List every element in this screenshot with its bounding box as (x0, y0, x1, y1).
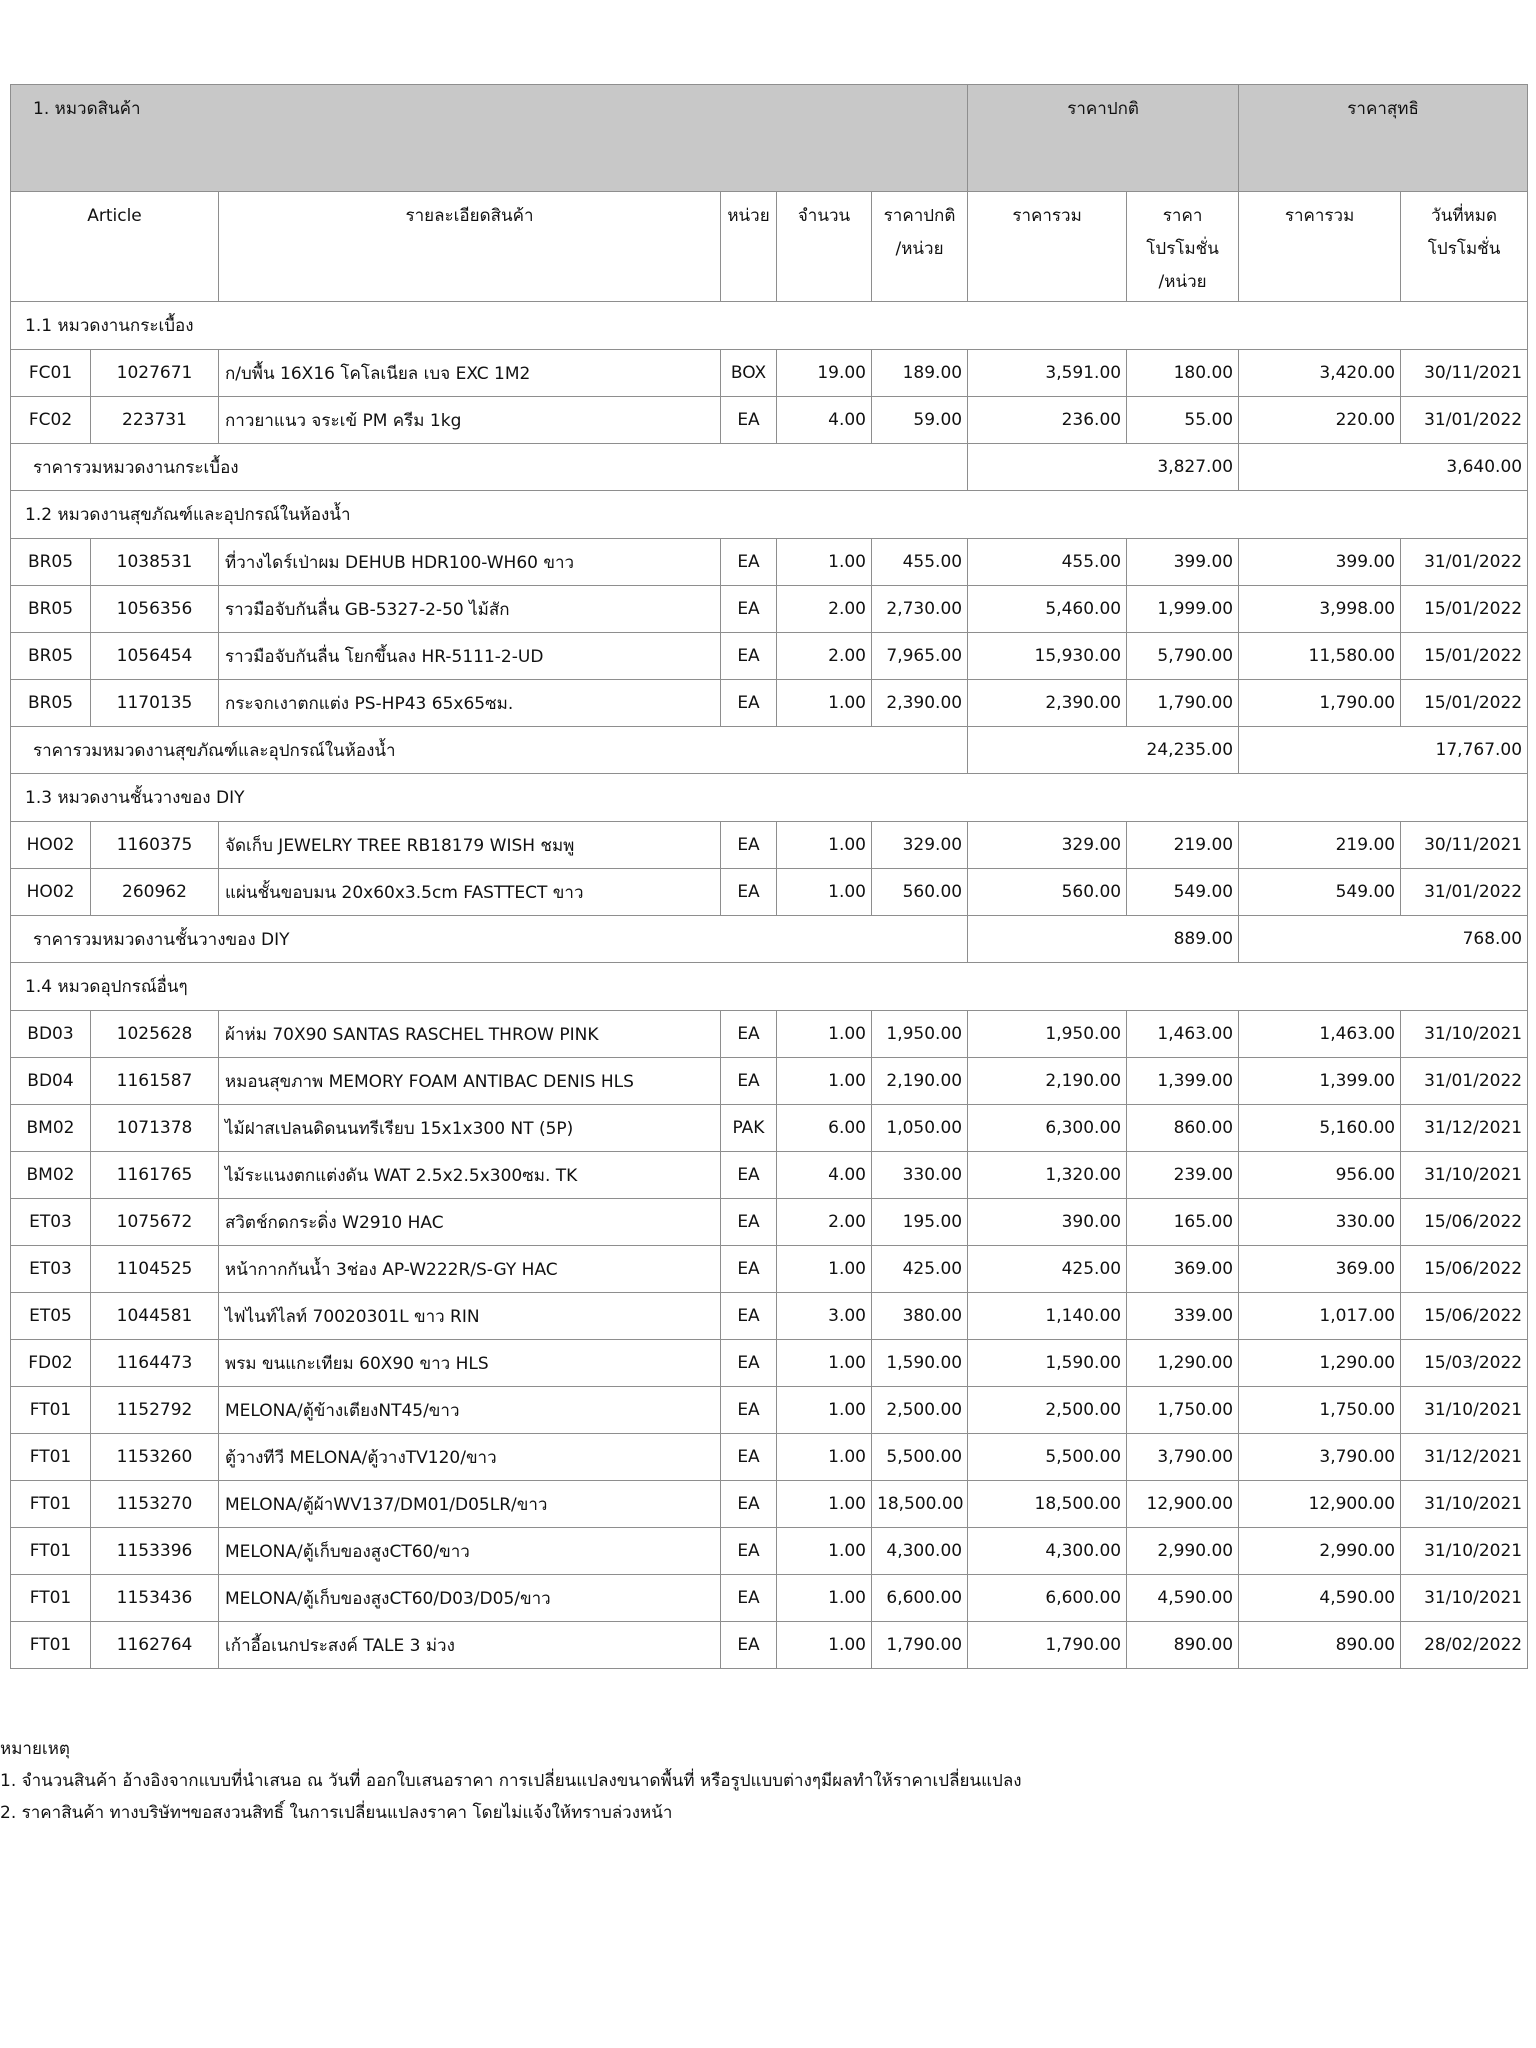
item-qty: 1.00 (777, 1058, 872, 1105)
table-row (11, 822, 1528, 869)
item-regular-total: 18,500.00 (968, 1481, 1127, 1528)
item-promo-end-date: 31/01/2022 (1401, 397, 1528, 444)
item-promo-price: 239.00 (1127, 1152, 1239, 1199)
item-regular-total: 6,600.00 (968, 1575, 1127, 1622)
section-row (11, 774, 1528, 822)
item-unit: EA (721, 680, 777, 727)
item-regular-total: 2,390.00 (968, 680, 1127, 727)
item-regular-total: 4,300.00 (968, 1528, 1127, 1575)
item-regular-total: 390.00 (968, 1199, 1127, 1246)
item-prefix: FT01 (11, 1528, 91, 1575)
item-promo-total: 549.00 (1239, 869, 1401, 916)
item-regular-price: 380.00 (872, 1293, 968, 1340)
col-regular-total: ราคารวม (968, 192, 1127, 302)
item-promo-price: 5,790.00 (1127, 633, 1239, 680)
item-qty: 2.00 (777, 586, 872, 633)
item-unit: EA (721, 1622, 777, 1669)
item-article: 1170135 (91, 680, 219, 727)
item-regular-price: 330.00 (872, 1152, 968, 1199)
item-article: 1038531 (91, 539, 219, 586)
item-qty: 4.00 (777, 397, 872, 444)
table-row (11, 1528, 1528, 1575)
item-unit: EA (721, 1011, 777, 1058)
item-promo-price: 1,290.00 (1127, 1340, 1239, 1387)
item-promo-price: 1,399.00 (1127, 1058, 1239, 1105)
item-qty: 1.00 (777, 1528, 872, 1575)
subtotal-row (11, 727, 1528, 774)
item-unit: EA (721, 1293, 777, 1340)
table-row (11, 1011, 1528, 1058)
item-promo-total: 219.00 (1239, 822, 1401, 869)
item-promo-end-date: 31/10/2021 (1401, 1528, 1528, 1575)
item-promo-end-date: 15/01/2022 (1401, 680, 1528, 727)
table-row (11, 1387, 1528, 1434)
item-regular-total: 1,140.00 (968, 1293, 1127, 1340)
item-unit: EA (721, 822, 777, 869)
item-promo-end-date: 31/10/2021 (1401, 1152, 1528, 1199)
table-row (11, 1340, 1528, 1387)
item-promo-price: 1,463.00 (1127, 1011, 1239, 1058)
item-promo-total: 1,750.00 (1239, 1387, 1401, 1434)
col-regular-price-line1: ราคาปกติ (883, 206, 956, 226)
item-prefix: FT01 (11, 1622, 91, 1669)
item-prefix: FT01 (11, 1575, 91, 1622)
item-promo-end-date: 30/11/2021 (1401, 822, 1528, 869)
item-unit: EA (721, 1528, 777, 1575)
table-row (11, 1293, 1528, 1340)
item-prefix: HO02 (11, 869, 91, 916)
item-unit: EA (721, 1575, 777, 1622)
column-header-row (11, 192, 1528, 302)
item-description: จัดเก็บ JEWELRY TREE RB18179 WISH ชมพู (219, 822, 721, 869)
item-qty: 1.00 (777, 1622, 872, 1669)
item-article: 1056356 (91, 586, 219, 633)
item-article: 223731 (91, 397, 219, 444)
item-unit: EA (721, 1434, 777, 1481)
item-regular-total: 236.00 (968, 397, 1127, 444)
item-qty: 2.00 (777, 1199, 872, 1246)
item-article: 260962 (91, 869, 219, 916)
item-article: 1025628 (91, 1011, 219, 1058)
item-article: 1056454 (91, 633, 219, 680)
col-qty: จำนวน (777, 192, 872, 302)
item-qty: 6.00 (777, 1105, 872, 1152)
item-promo-total: 220.00 (1239, 397, 1401, 444)
item-promo-total: 3,998.00 (1239, 586, 1401, 633)
item-unit: EA (721, 1152, 777, 1199)
subtotal-row (11, 916, 1528, 963)
item-regular-total: 1,950.00 (968, 1011, 1127, 1058)
item-regular-price: 1,790.00 (872, 1622, 968, 1669)
item-description: พรม ขนแกะเทียม 60X90 ขาว HLS (219, 1340, 721, 1387)
item-article: 1153260 (91, 1434, 219, 1481)
item-unit: EA (721, 1387, 777, 1434)
item-description: ราวมือจับกันลื่น GB-5327-2-50 ไม้สัก (219, 586, 721, 633)
item-description: MELONA/ตู้เก็บของสูงCT60/ขาว (219, 1528, 721, 1575)
item-qty: 1.00 (777, 1481, 872, 1528)
item-promo-end-date: 28/02/2022 (1401, 1622, 1528, 1669)
subtotal-regular: 24,235.00 (968, 727, 1239, 774)
item-regular-price: 7,965.00 (872, 633, 968, 680)
item-promo-price: 165.00 (1127, 1199, 1239, 1246)
item-prefix: BR05 (11, 539, 91, 586)
item-regular-price: 2,500.00 (872, 1387, 968, 1434)
item-promo-total: 1,463.00 (1239, 1011, 1401, 1058)
item-qty: 1.00 (777, 1340, 872, 1387)
item-regular-price: 1,950.00 (872, 1011, 968, 1058)
item-article: 1161765 (91, 1152, 219, 1199)
table-row (11, 1246, 1528, 1293)
item-prefix: ET03 (11, 1199, 91, 1246)
item-regular-price: 2,190.00 (872, 1058, 968, 1105)
item-promo-end-date: 31/10/2021 (1401, 1575, 1528, 1622)
table-row (11, 1152, 1528, 1199)
subtotal-net: 768.00 (1239, 916, 1528, 963)
table-row (11, 539, 1528, 586)
item-promo-end-date: 31/10/2021 (1401, 1387, 1528, 1434)
item-description: ไม้ระแนงตกแต่งดัน WAT 2.5x2.5x300ซม. TK (219, 1152, 721, 1199)
subtotal-net: 17,767.00 (1239, 727, 1528, 774)
item-promo-price: 549.00 (1127, 869, 1239, 916)
item-regular-total: 1,590.00 (968, 1340, 1127, 1387)
item-unit: PAK (721, 1105, 777, 1152)
item-promo-price: 399.00 (1127, 539, 1239, 586)
item-prefix: HO02 (11, 822, 91, 869)
item-article: 1160375 (91, 822, 219, 869)
item-promo-price: 1,750.00 (1127, 1387, 1239, 1434)
table-row (11, 350, 1528, 397)
section-title: 1.4 หมวดอุปกรณ์อื่นๆ (11, 963, 1528, 1011)
item-promo-price: 369.00 (1127, 1246, 1239, 1293)
item-promo-total: 4,590.00 (1239, 1575, 1401, 1622)
item-promo-total: 1,790.00 (1239, 680, 1401, 727)
item-regular-price: 189.00 (872, 350, 968, 397)
category-title: 1. หมวดสินค้า (11, 85, 968, 192)
item-description: ไม้ฝาสเปลนดิดนนทรีเรียบ 15x1x300 NT (5P) (219, 1105, 721, 1152)
section-row (11, 302, 1528, 350)
item-qty: 2.00 (777, 633, 872, 680)
item-promo-end-date: 31/01/2022 (1401, 869, 1528, 916)
item-promo-total: 956.00 (1239, 1152, 1401, 1199)
item-description: เก้าอี้อเนกประสงค์ TALE 3 ม่วง (219, 1622, 721, 1669)
section-title: 1.1 หมวดงานกระเบื้อง (11, 302, 1528, 350)
item-unit: EA (721, 397, 777, 444)
item-description: ผ้าห่ม 70X90 SANTAS RASCHEL THROW PINK (219, 1011, 721, 1058)
item-regular-total: 455.00 (968, 539, 1127, 586)
item-promo-end-date: 15/03/2022 (1401, 1340, 1528, 1387)
item-article: 1075672 (91, 1199, 219, 1246)
item-promo-price: 219.00 (1127, 822, 1239, 869)
item-regular-price: 1,050.00 (872, 1105, 968, 1152)
item-promo-price: 1,999.00 (1127, 586, 1239, 633)
item-promo-end-date: 15/06/2022 (1401, 1293, 1528, 1340)
item-article: 1153436 (91, 1575, 219, 1622)
item-regular-price: 195.00 (872, 1199, 968, 1246)
item-article: 1153396 (91, 1528, 219, 1575)
item-prefix: BR05 (11, 680, 91, 727)
item-unit: EA (721, 586, 777, 633)
item-unit: EA (721, 539, 777, 586)
table-row (11, 1105, 1528, 1152)
item-promo-total: 3,790.00 (1239, 1434, 1401, 1481)
item-regular-price: 18,500.00 (872, 1481, 968, 1528)
item-promo-total: 1,017.00 (1239, 1293, 1401, 1340)
item-promo-price: 339.00 (1127, 1293, 1239, 1340)
col-promo-price-line2: โปรโมชั่น (1146, 239, 1219, 259)
table-row (11, 397, 1528, 444)
item-promo-end-date: 31/01/2022 (1401, 1058, 1528, 1105)
item-description: สวิตช์กดกระดิ่ง W2910 HAC (219, 1199, 721, 1246)
item-prefix: FC01 (11, 350, 91, 397)
item-promo-price: 860.00 (1127, 1105, 1239, 1152)
header-group-row (11, 85, 1528, 192)
subtotal-regular: 889.00 (968, 916, 1239, 963)
item-promo-total: 890.00 (1239, 1622, 1401, 1669)
item-description: MELONA/ตู้ข้างเตียงNT45/ขาว (219, 1387, 721, 1434)
section-row (11, 963, 1528, 1011)
col-regular-price (872, 192, 968, 302)
item-qty: 1.00 (777, 869, 872, 916)
item-description: ราวมือจับกันลื่น โยกขึ้นลง HR-5111-2-UD (219, 633, 721, 680)
note-line: 2. ราคาสินค้า ทางบริษัทฯขอสงวนสิทธิ์ ในการเปลี่ยนแปลงราคา โดยไม่แจ้งให้ทราบล่วงหน้า (0, 1803, 673, 1823)
item-promo-price: 890.00 (1127, 1622, 1239, 1669)
item-unit: EA (721, 869, 777, 916)
item-prefix: BR05 (11, 633, 91, 680)
item-prefix: FT01 (11, 1481, 91, 1528)
item-regular-price: 1,590.00 (872, 1340, 968, 1387)
quotation-document (10, 84, 1527, 1669)
item-regular-total: 1,790.00 (968, 1622, 1127, 1669)
item-qty: 1.00 (777, 1434, 872, 1481)
item-description: กาวยาแนว จระเข้ PM ครีม 1kg (219, 397, 721, 444)
item-regular-price: 2,390.00 (872, 680, 968, 727)
item-promo-end-date: 30/11/2021 (1401, 350, 1528, 397)
item-qty: 19.00 (777, 350, 872, 397)
note-line: 1. จำนวนสินค้า อ้างอิงจากแบบที่นำเสนอ ณ วันที่ ออกใบเสนอราคา การเปลี่ยนแปลงขนาดพื้นที่ หรือรูปแบบต่างๆมีผลทำให้ราคาเปลี่ยนแปลง (0, 1771, 1022, 1791)
item-prefix: FT01 (11, 1434, 91, 1481)
table-row (11, 1622, 1528, 1669)
item-description: MELONA/ตู้เก็บของสูงCT60/D03/D05/ขาว (219, 1575, 721, 1622)
item-regular-price: 59.00 (872, 397, 968, 444)
col-promo-price-line1: ราคา (1162, 206, 1203, 226)
item-regular-total: 329.00 (968, 822, 1127, 869)
item-description: ตู้วางทีวี MELONA/ตู้วางTV120/ขาว (219, 1434, 721, 1481)
item-regular-price: 425.00 (872, 1246, 968, 1293)
item-unit: EA (721, 1199, 777, 1246)
col-promo-price-line3: /หน่วย (1158, 272, 1207, 292)
item-qty: 3.00 (777, 1293, 872, 1340)
item-promo-end-date: 31/12/2021 (1401, 1434, 1528, 1481)
table-row (11, 1434, 1528, 1481)
item-qty: 1.00 (777, 539, 872, 586)
item-promo-total: 1,399.00 (1239, 1058, 1401, 1105)
table-row (11, 1058, 1528, 1105)
item-unit: EA (721, 1340, 777, 1387)
item-article: 1162764 (91, 1622, 219, 1669)
item-qty: 1.00 (777, 1575, 872, 1622)
item-unit: EA (721, 1246, 777, 1293)
item-promo-end-date: 31/10/2021 (1401, 1011, 1528, 1058)
item-promo-price: 55.00 (1127, 397, 1239, 444)
item-promo-end-date: 15/06/2022 (1401, 1246, 1528, 1293)
item-promo-total: 399.00 (1239, 539, 1401, 586)
item-description: ที่วางไดร์เป่าผม DEHUB HDR100-WH60 ขาว (219, 539, 721, 586)
item-regular-total: 6,300.00 (968, 1105, 1127, 1152)
subtotal-row (11, 444, 1528, 491)
item-prefix: BD04 (11, 1058, 91, 1105)
item-promo-price: 1,790.00 (1127, 680, 1239, 727)
item-prefix: BM02 (11, 1152, 91, 1199)
item-promo-total: 369.00 (1239, 1246, 1401, 1293)
item-regular-price: 455.00 (872, 539, 968, 586)
item-promo-price: 3,790.00 (1127, 1434, 1239, 1481)
item-prefix: FC02 (11, 397, 91, 444)
item-promo-end-date: 15/01/2022 (1401, 633, 1528, 680)
subtotal-label: ราคารวมหมวดงานกระเบื้อง (11, 444, 968, 491)
col-unit: หน่วย (721, 192, 777, 302)
item-promo-price: 2,990.00 (1127, 1528, 1239, 1575)
price-table (10, 84, 1528, 1669)
subtotal-label: ราคารวมหมวดงานสุขภัณฑ์และอุปกรณ์ในห้องน้ำ (11, 727, 968, 774)
section-title: 1.3 หมวดงานชั้นวางของ DIY (11, 774, 1528, 822)
section-title: 1.2 หมวดงานสุขภัณฑ์และอุปกรณ์ในห้องน้ำ (11, 491, 1528, 539)
item-article: 1104525 (91, 1246, 219, 1293)
item-qty: 4.00 (777, 1152, 872, 1199)
item-description: MELONA/ตู้ผ้าWV137/DM01/D05LR/ขาว (219, 1481, 721, 1528)
item-promo-total: 1,290.00 (1239, 1340, 1401, 1387)
notes-section (0, 1733, 1022, 1829)
item-regular-price: 329.00 (872, 822, 968, 869)
col-promo-end (1401, 192, 1528, 302)
item-promo-end-date: 15/01/2022 (1401, 586, 1528, 633)
col-promo-price (1127, 192, 1239, 302)
subtotal-label: ราคารวมหมวดงานชั้นวางของ DIY (11, 916, 968, 963)
col-article: Article (11, 192, 219, 302)
table-row (11, 1199, 1528, 1246)
group-net-price: ราคาสุทธิ (1239, 85, 1528, 192)
item-promo-end-date: 31/01/2022 (1401, 539, 1528, 586)
table-row (11, 633, 1528, 680)
col-promo-end-line1: วันที่หมด (1431, 206, 1497, 226)
item-regular-total: 2,500.00 (968, 1387, 1127, 1434)
item-description: หมอนสุขภาพ MEMORY FOAM ANTIBAC DENIS HLS (219, 1058, 721, 1105)
item-article: 1161587 (91, 1058, 219, 1105)
item-regular-total: 5,500.00 (968, 1434, 1127, 1481)
item-unit: EA (721, 633, 777, 680)
item-prefix: ET03 (11, 1246, 91, 1293)
item-article: 1027671 (91, 350, 219, 397)
item-regular-price: 4,300.00 (872, 1528, 968, 1575)
item-prefix: FD02 (11, 1340, 91, 1387)
item-qty: 1.00 (777, 1246, 872, 1293)
item-article: 1164473 (91, 1340, 219, 1387)
item-prefix: FT01 (11, 1387, 91, 1434)
table-row (11, 680, 1528, 727)
table-row (11, 1575, 1528, 1622)
table-row (11, 869, 1528, 916)
subtotal-regular: 3,827.00 (968, 444, 1239, 491)
item-article: 1152792 (91, 1387, 219, 1434)
table-row (11, 586, 1528, 633)
item-prefix: BR05 (11, 586, 91, 633)
col-promo-total: ราคารวม (1239, 192, 1401, 302)
col-regular-price-line2: /หน่วย (895, 239, 944, 259)
item-promo-price: 12,900.00 (1127, 1481, 1239, 1528)
item-qty: 1.00 (777, 1011, 872, 1058)
notes-title: หมายเหตุ (0, 1739, 70, 1759)
col-promo-end-line2: โปรโมชั่น (1427, 239, 1501, 259)
item-prefix: BM02 (11, 1105, 91, 1152)
item-promo-total: 12,900.00 (1239, 1481, 1401, 1528)
subtotal-net: 3,640.00 (1239, 444, 1528, 491)
item-description: ไฟไนท์ไลท์ 70020301L ขาว RIN (219, 1293, 721, 1340)
item-description: แผ่นชั้นขอบมน 20x60x3.5cm FASTTECT ขาว (219, 869, 721, 916)
item-regular-total: 425.00 (968, 1246, 1127, 1293)
item-regular-total: 2,190.00 (968, 1058, 1127, 1105)
item-unit: EA (721, 1481, 777, 1528)
section-row (11, 491, 1528, 539)
item-article: 1071378 (91, 1105, 219, 1152)
item-promo-end-date: 31/12/2021 (1401, 1105, 1528, 1152)
item-promo-end-date: 31/10/2021 (1401, 1481, 1528, 1528)
item-promo-total: 3,420.00 (1239, 350, 1401, 397)
item-unit: EA (721, 1058, 777, 1105)
item-description: ก/บพื้น 16X16 โคโลเนียล เบจ EXC 1M2 (219, 350, 721, 397)
item-regular-total: 3,591.00 (968, 350, 1127, 397)
item-promo-end-date: 15/06/2022 (1401, 1199, 1528, 1246)
item-regular-price: 560.00 (872, 869, 968, 916)
item-regular-total: 560.00 (968, 869, 1127, 916)
col-description: รายละเอียดสินค้า (219, 192, 721, 302)
item-prefix: BD03 (11, 1011, 91, 1058)
item-prefix: ET05 (11, 1293, 91, 1340)
item-regular-total: 1,320.00 (968, 1152, 1127, 1199)
item-regular-total: 15,930.00 (968, 633, 1127, 680)
item-promo-total: 11,580.00 (1239, 633, 1401, 680)
item-promo-total: 2,990.00 (1239, 1528, 1401, 1575)
item-promo-total: 5,160.00 (1239, 1105, 1401, 1152)
table-row (11, 1481, 1528, 1528)
item-regular-price: 6,600.00 (872, 1575, 968, 1622)
item-qty: 1.00 (777, 680, 872, 727)
item-regular-price: 5,500.00 (872, 1434, 968, 1481)
item-promo-total: 330.00 (1239, 1199, 1401, 1246)
item-article: 1044581 (91, 1293, 219, 1340)
item-qty: 1.00 (777, 822, 872, 869)
item-qty: 1.00 (777, 1387, 872, 1434)
group-regular-price: ราคาปกติ (968, 85, 1239, 192)
item-description: หน้ากากกันน้ำ 3ช่อง AP-W222R/S-GY HAC (219, 1246, 721, 1293)
item-description: กระจกเงาตกแต่ง PS-HP43 65x65ซม. (219, 680, 721, 727)
item-unit: BOX (721, 350, 777, 397)
item-promo-price: 180.00 (1127, 350, 1239, 397)
item-article: 1153270 (91, 1481, 219, 1528)
item-promo-price: 4,590.00 (1127, 1575, 1239, 1622)
item-regular-price: 2,730.00 (872, 586, 968, 633)
item-regular-total: 5,460.00 (968, 586, 1127, 633)
